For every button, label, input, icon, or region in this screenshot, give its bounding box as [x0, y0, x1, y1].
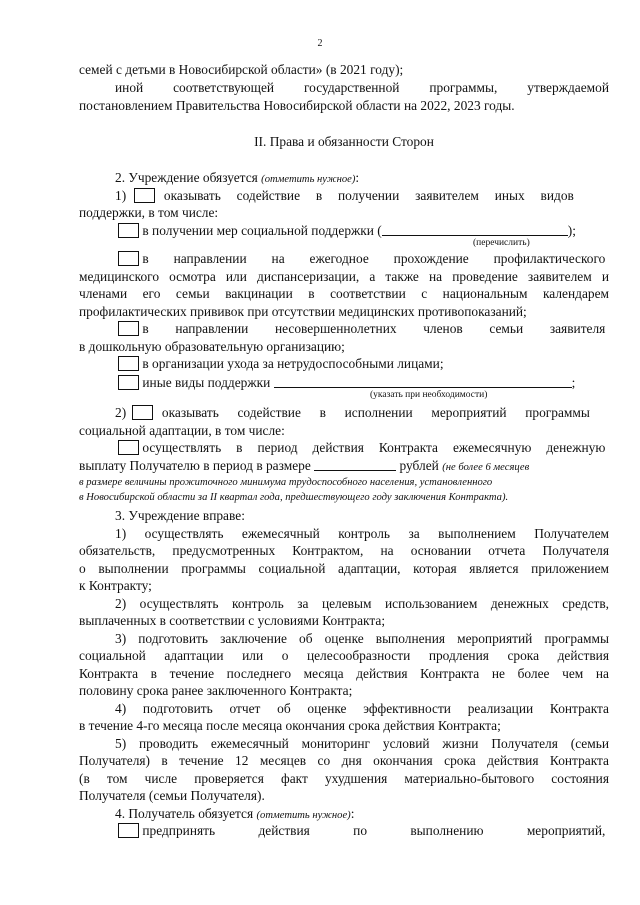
hint-text: (отметить нужное) [261, 174, 356, 185]
payment-amount-blank[interactable] [314, 458, 396, 471]
text-line: поддержки, в том числе: [79, 205, 219, 220]
option-text: в направлении на ежегодное прохождение профилактического [142, 251, 606, 266]
checkbox-monthly-payment[interactable] [118, 440, 139, 455]
other-hint: (указать при необходимости) [370, 390, 488, 400]
clause-4-heading: 4. Получатель обязуется (отметить нужное): [115, 806, 355, 821]
checkbox-2-2[interactable] [132, 405, 153, 420]
checkbox-2-1[interactable] [134, 188, 155, 203]
social-support-blank[interactable] [382, 223, 568, 236]
text-line: о выполнении программы социальной адаптации, которая является приложением [79, 561, 609, 576]
checkbox-medical[interactable] [118, 251, 139, 266]
option-text: в организации ухода за нетрудоспособными лицами; [142, 356, 444, 371]
text-line: медицинского осмотра или диспансеризации, а также на проведение заявителем и [79, 269, 609, 284]
option-medical [118, 251, 609, 267]
option-text: предпринять действия по выполнению мероприятий, [142, 823, 606, 838]
clause-2-2 [115, 405, 609, 421]
text-line: Получателя (семьи Получателя). [79, 788, 265, 803]
text-line: социальной адаптации или о целесообразности продления срока действия [79, 648, 609, 663]
option-preschool [118, 321, 609, 337]
checkbox-recipient-actions[interactable] [118, 823, 139, 838]
clause-text: 2. Учреждение обязуется [115, 170, 258, 185]
other-support-blank[interactable] [274, 375, 572, 388]
option-social-support [118, 223, 609, 239]
hint-text: (отметить нужное) [256, 810, 351, 821]
clause-text: 4. Получатель обязуется [115, 806, 254, 821]
text-line: половину срока ранее заключенного Контракта; [79, 683, 353, 698]
text-line: обязательств, предусмотренных Контрактом, на основании отчета Получателя [79, 543, 609, 558]
text-line: Контракта в течение последнего месяца действия Контракта не более чем на [79, 666, 609, 681]
option-other [118, 375, 609, 391]
section-title: II. Права и обязанности Сторон [254, 134, 434, 149]
text-line: социальной адаптации, в том числе: [79, 423, 285, 438]
option-recipient-actions [118, 823, 609, 839]
text-line: 1) осуществлять ежемесячный контроль за выполнением Получателем [115, 526, 609, 541]
option-text: осуществлять в период действия Контракта ежемесячную денежную [142, 440, 606, 455]
option-text: в направлении несовершеннолетних членов семьи заявителя [142, 321, 606, 336]
text-line: постановлением Правительства Новосибирской области на 2022, 2023 годы. [79, 98, 515, 113]
text-line: 2) осуществлять контроль за целевым использованием денежных средств, [115, 596, 609, 611]
item-number: 1) [115, 188, 127, 203]
checkbox-other[interactable] [118, 375, 139, 390]
checkbox-social-support[interactable] [118, 223, 139, 238]
text-line: семей с детьми в Новосибирской области» (в 2021 году); [79, 62, 404, 77]
clause-2-1 [115, 188, 609, 204]
option-text: иные виды поддержки [142, 375, 271, 390]
payment-text: выплату Получателю в период в размере [79, 458, 311, 473]
text-line: членами его семьи вакцинации в соответствии с национальным календарем [79, 286, 609, 301]
clause-text: оказывать содействие в получении заявителем иных видов [163, 188, 574, 203]
payment-note: в Новосибирской области за II квартал года, предшествующего году заключения Контракта). [79, 492, 509, 503]
text-line: к Контракту; [79, 578, 152, 593]
text-line: выплаченных в соответствии с условиями Контракта; [79, 613, 386, 628]
text-line: в дошкольную образовательную организацию; [79, 339, 345, 354]
list-hint: (перечислить) [473, 238, 530, 248]
payment-note: (не более 6 месяцев [442, 462, 530, 473]
page-number: 2 [317, 38, 323, 49]
option-text-end: ; [571, 375, 576, 390]
payment-note: в размере величины прожиточного минимума трудоспособного населения, установленного [79, 477, 493, 488]
text-line: профилактических прививок при отсутствии медицинских противопоказаний; [79, 304, 527, 319]
text-line: в течение 4-го месяца после месяца окончания срока действия Контракта; [79, 718, 501, 733]
checkbox-care[interactable] [118, 356, 139, 371]
text-line: 4) подготовить отчет об оценке эффективности реализации Контракта [115, 701, 609, 716]
text-line: 5) проводить ежемесячный мониторинг условий жизни Получателя (семьи [115, 736, 609, 751]
payment-line [79, 458, 609, 476]
item-number: 2) [115, 405, 127, 420]
text-line: иной соответствующей государственной программы, утверждаемой [115, 80, 609, 95]
checkbox-preschool[interactable] [118, 321, 139, 336]
clause-2-heading: 2. Учреждение обязуется (отметить нужное): [115, 170, 360, 185]
option-care [118, 356, 609, 372]
text-line: (в том числе проверяется факт ухудшения материально-бытового состояния [79, 771, 609, 786]
text-line: Получателя) в течение 12 месяцев со дня окончания срока действия Контракта [79, 753, 609, 768]
text-line: 3) подготовить заключение об оценке выполнения мероприятий программы [115, 631, 609, 646]
clause-text: оказывать содействие в исполнении мероприятий программы [161, 405, 590, 420]
option-monthly-payment [118, 440, 609, 456]
option-text-end: ); [567, 223, 576, 238]
clause-3-heading: 3. Учреждение вправе: [115, 508, 245, 523]
payment-currency: рублей [399, 458, 439, 473]
option-text: в получении мер социальной поддержки ( [142, 223, 382, 238]
